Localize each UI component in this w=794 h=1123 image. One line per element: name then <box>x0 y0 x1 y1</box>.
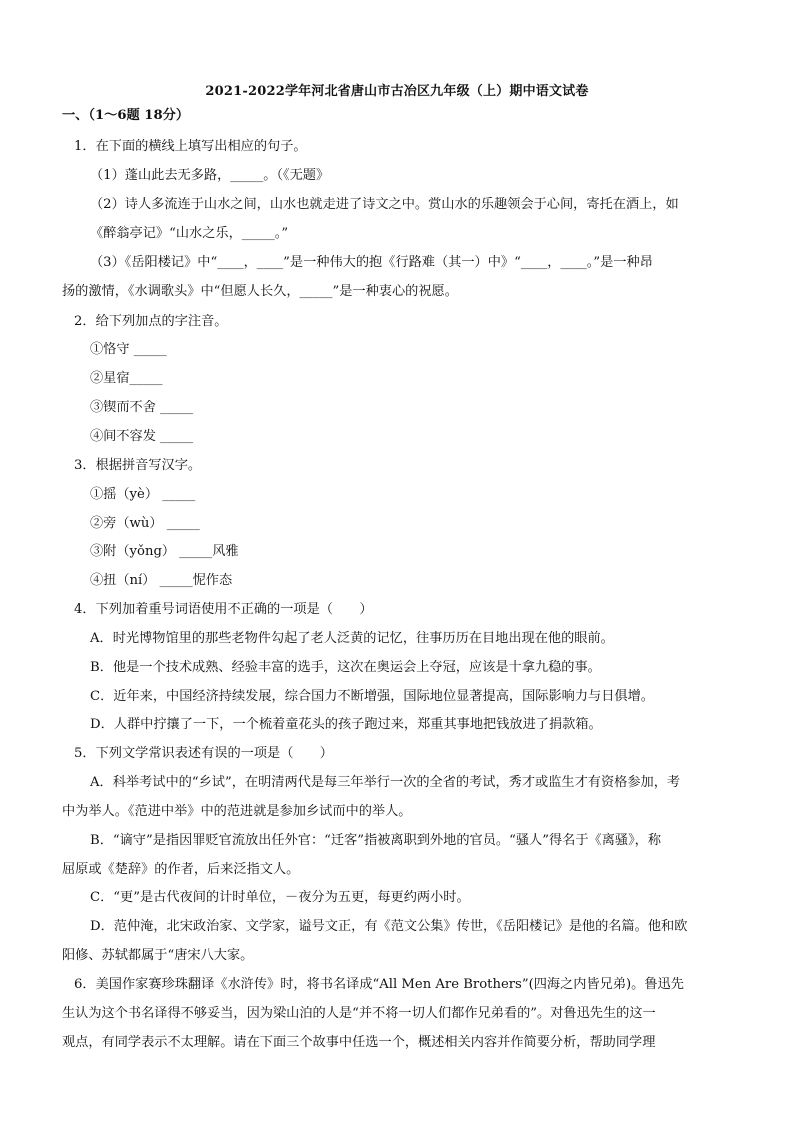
section-heading: 一、（1～6题 18分） <box>62 108 190 123</box>
q1-sub2-line1: （2）诗人多流连于山水之间，山水也就走进了诗文之中。赏山水的乐趣领会于心间，寄托在酒上，如 <box>90 197 679 212</box>
q1-sub3-line1: （3）《岳阳楼记》中“____，____”是一种伟大的抱《行路难（其一）中》“____，____。”是一种昂 <box>90 255 653 270</box>
q6-line2: 生认为这个书名译得不够妥当，因为梁山泊的人是“并不将一切人们都作兄弟看的”。对鲁迅先生的这一 <box>62 1006 656 1021</box>
q5-option-d-line2: 阳修、苏轼都属于“唐宋八大家。 <box>62 948 254 963</box>
q5-option-a-line2: 中为举人。《范进中举》中的范进就是参加乡试而中的举人。 <box>62 804 412 819</box>
q2-item: ④间不容发 _____ <box>90 429 194 444</box>
q3-item: ③附（yǒng） _____风雅 <box>90 544 239 559</box>
q6-line3: 观点，有同学表示不太理解。请在下面三个故事中任选一个，概述相关内容并作简要分析，帮助同学理 <box>62 1035 656 1050</box>
q4-option-c: C．近年来，中国经济持续发展，综合国力不断增强，国际地位显著提高，国际影响力与日俱增。 <box>90 689 654 704</box>
q5-option-a-line1: A．科举考试中的“乡试”，在明清两代是每三年举行一次的全省的考试，秀才或监生才有资格参加，考 <box>90 775 681 790</box>
q4-option-d: D．人群中拧攘了一下，一个梳着童花头的孩子跑过来，郑重其事地把钱放进了捐款箱。 <box>90 717 602 732</box>
q2-stem: 2．给下列加点的字注音。 <box>74 314 228 329</box>
q5-option-b-line2: 屈原或《楚辞》的作者，后来泛指文人。 <box>62 862 300 877</box>
exam-title: 2021-2022学年河北省唐山市古冶区九年级（上）期中语文试卷 <box>205 84 589 99</box>
q3-item: ④扭（ní） _____怩作态 <box>90 573 233 588</box>
q4-option-a: A．时光博物馆里的那些老物件勾起了老人泛黄的记忆，往事历历在目地出现在他的眼前。 <box>90 631 614 646</box>
q4-option-b: B．他是一个技术成熟、经验丰富的选手，这次在奥运会上夺冠，应该是十拿九稳的事。 <box>90 660 601 675</box>
q3-item: ②旁（wù） _____ <box>90 516 200 531</box>
q5-option-d-line1: D．范仲淹，北宋政治家、文学家，谥号文正，有《范文公集》传世，《岳阳楼记》是他的名篇。他和欧 <box>90 919 688 934</box>
q2-item: ①恪守 _____ <box>90 342 167 357</box>
q3-stem: 3．根据拼音写汉字。 <box>74 458 202 473</box>
q1-sub2-line2: 《醉翁亭记》“山水之乐，_____。” <box>90 226 289 241</box>
q4-stem: 4．下列加着重号词语使用不正确的一项是（ ） <box>74 602 373 617</box>
q2-item: ②星宿_____ <box>90 371 163 386</box>
q2-item: ③锲而不舍 _____ <box>90 400 194 415</box>
q1-sub1: （1）蓬山此去无多路，_____。（《无题》 <box>90 168 330 183</box>
q5-option-b-line1: B．“谪守”是指因罪贬官流放出任外官：“迁客”指被离职到外地的官员。“骚人”得名于《离骚》，称 <box>90 833 662 848</box>
q3-item: ①摇（yè） _____ <box>90 487 196 502</box>
q1-stem: 1．在下面的横线上填写出相应的句子。 <box>74 139 307 154</box>
q1-sub3-line2: 扬的激情，《水调歌头》中“但愿人长久，_____”是一种衷心的祝愿。 <box>62 284 458 299</box>
q5-stem: 5．下列文学常识表述有误的一项是（ ） <box>74 746 333 761</box>
q5-option-c: C．“更”是古代夜间的计时单位，－夜分为五更，每更约两小时。 <box>90 890 470 905</box>
q6-line1: 6．美国作家赛珍珠翻译《水浒传》时，将书名译成“All Men Are Brothers”(四海之内皆兄弟)。鲁迅先 <box>74 977 684 992</box>
